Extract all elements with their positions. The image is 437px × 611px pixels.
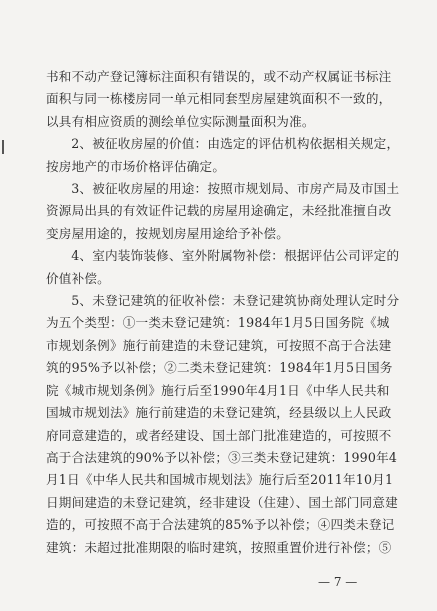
- paragraph-house-value: 2、被征收房屋的价值：由选定的评估机构依据相关规定，按房地产的市场价格评估确定。: [46, 136, 400, 174]
- page-number: — 7 —: [318, 575, 358, 589]
- paragraph-unregistered-buildings: 5、未登记建筑的征收补偿：未登记建筑协商处理认定时分为五个类型：①一类未登记建筑：1984年1月5日国务院《城市规划条例》施行前建造的未登记建筑，可按照不高于合法建筑的95%予以补偿；②二类未登记建筑：1984年1月5日国务院《城市规划条例》施行后至1990年4月1日《中华人民共和国城市规划法》施行前建造的未登记建筑，经县级以上人民政府同意建造的，或者经建设、国土部门批准建造的，可按照不高于合法建筑的90%予以补偿；③三类未登记建筑：1990年4月1日《中华人民共和国城市规划法》施行后至2011年10月1日期间建造的未登记建筑，经非建设（住建）、国土部门同意建造的，可按照不高于合法建筑的85%予以补偿；④四类未登记建筑：未超过批准期限的临时建筑，按照重置价进行补偿；⑤: [46, 293, 400, 555]
- paragraph-continuation: 书和不动产登记簿标注面积有错误的，或不动产权属证书标注面积与同一栋楼房同一单元相同套型房屋建筑面积不一致的，以具有相应资质的测绘单位实际测量面积为准。: [46, 69, 392, 129]
- paragraph-decoration-compensation: 4、室内装饰装修、室外附属物补偿：根据评估公司评定的价值补偿。: [46, 248, 400, 286]
- body-text: [46, 66, 402, 559]
- binding-mark: [2, 140, 4, 154]
- paragraph-house-use: 3、被征收房屋的用途：按照市规划局、市房产局及市国土资源局出具的有效证件记载的房屋用途确定，未经批准擅自改变房屋用途的，按规划房屋用途给予补偿。: [46, 181, 400, 241]
